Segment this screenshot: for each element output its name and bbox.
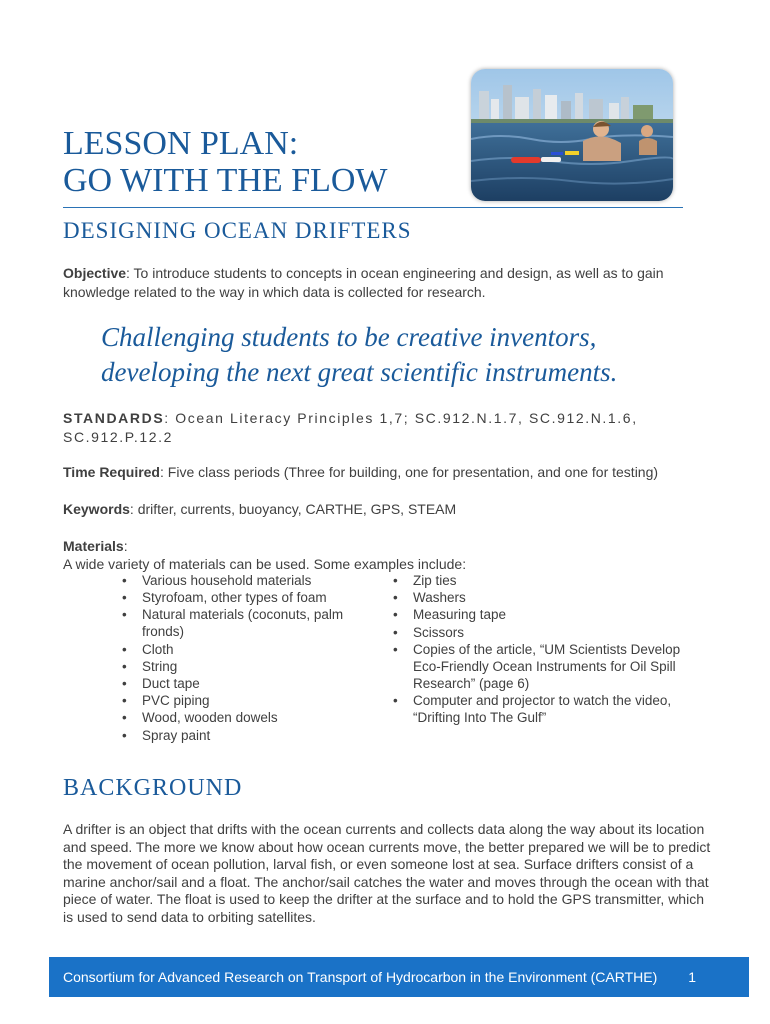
materials-heading — [63, 537, 128, 556]
footer-text: Consortium for Advanced Research on Transport of Hydrocarbon in the Environment (CARTHE) — [63, 969, 658, 985]
quote-line-2: developing the next great scientific instruments. — [101, 357, 618, 387]
standards-label: STANDARDS — [63, 410, 165, 426]
time-required-label: Time Required — [63, 464, 160, 480]
list-item: • Wood, wooden dowels — [118, 709, 368, 726]
page-footer — [49, 957, 749, 997]
materials-label: Materials — [63, 538, 124, 554]
list-item: • Copies of the article, “UM Scientists Develop Eco-Friendly Ocean Instruments for Oil Spill Research” (page 6) — [389, 641, 689, 692]
standards-paragraph — [63, 409, 703, 447]
keywords-label: Keywords — [63, 501, 130, 517]
list-item: • Zip ties — [389, 572, 689, 589]
list-item: • Measuring tape — [389, 606, 689, 623]
time-required-paragraph — [63, 463, 743, 482]
list-item: • Washers — [389, 589, 689, 606]
list-item: • Various household materials — [118, 572, 368, 589]
materials-intro: A wide variety of materials can be used. Some examples include: — [63, 556, 467, 572]
quote-line-1: Challenging students to be creative inventors, — [101, 322, 597, 352]
page-title — [63, 125, 388, 199]
materials-list-left — [118, 572, 368, 744]
pull-quote — [101, 320, 701, 390]
title-divider — [63, 207, 683, 208]
keywords-paragraph — [63, 500, 743, 519]
objective-paragraph — [63, 264, 693, 302]
title-line-1: LESSON PLAN: — [63, 125, 299, 162]
materials-list-right — [389, 572, 689, 726]
list-item: • Computer and projector to watch the video, “Drifting Into The Gulf” — [389, 692, 689, 726]
ocean-photo — [471, 69, 673, 201]
keywords-text: : drifter, currents, buoyancy, CARTHE, GPS, STEAM — [129, 501, 457, 517]
objective-label: Objective — [63, 265, 127, 281]
list-item: • Duct tape — [118, 675, 368, 692]
list-item: • Styrofoam, other types of foam — [118, 589, 368, 606]
list-item: • String — [118, 658, 368, 675]
objective-text: : To introduce students to concepts in ocean engineering and design, as well as to gain knowledge related to the way in which data is collected for research. — [63, 265, 664, 300]
list-item: • Spray paint — [118, 727, 368, 744]
background-heading: BACKGROUND — [63, 775, 243, 801]
list-item: • PVC piping — [118, 692, 368, 709]
title-line-2: GO WITH THE FLOW — [63, 162, 388, 199]
materials-colon: : — [123, 538, 128, 554]
list-item: • Scissors — [389, 624, 689, 641]
time-required-text: : Five class periods (Three for building, one for presentation, and one for testing) — [160, 464, 659, 480]
list-item: • Natural materials (coconuts, palm fronds) — [118, 606, 368, 640]
standards-text: : Ocean Literacy Principles 1,7; SC.912.N.1.7, SC.912.N.1.6, SC.912.P.12.2 — [63, 410, 638, 445]
page-number: 1 — [688, 969, 696, 985]
page-subtitle: DESIGNING OCEAN DRIFTERS — [63, 218, 412, 243]
background-paragraph: A drifter is an object that drifts with the ocean currents and collects data along the way about its location and speed. The more we know about how ocean currents move, the better prepared we will be to predict the movement of ocean pollution, larval fish, or even someone lost at sea. Surface drifters consist of a marine anchor/sail and a float. The anchor/sail catches the water and moves through the ocean with that piece of water. The float is used to keep the drifter at the surface and to hold the GPS transmitter, which is used to send data to orbiting satellites. — [63, 821, 711, 925]
list-item: • Cloth — [118, 641, 368, 658]
